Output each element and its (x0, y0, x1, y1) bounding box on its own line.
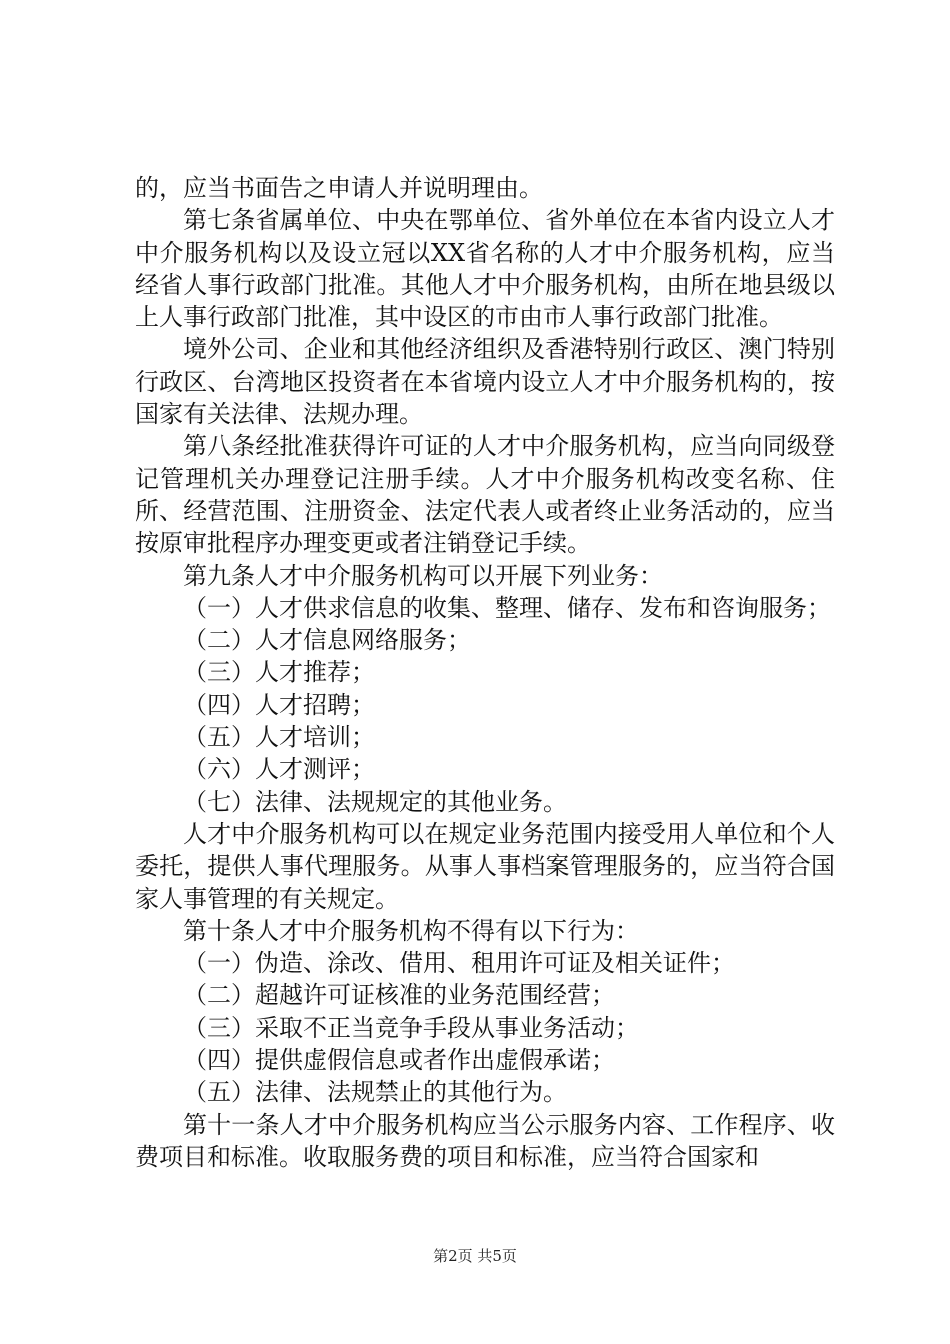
list-item: （六）人才测评； (183, 755, 375, 784)
list-item: （一）伪造、涂改、借用、租用许可证及相关证件； (183, 949, 735, 978)
list-item: （二）超越许可证核准的业务范围经营； (183, 981, 615, 1010)
paragraph: 第七条省属单位、中央在鄂单位、省外单位在本省内设立人才中介服务机构以及设立冠以XX省名称的人才中介服务机构，应当经省人事行政部门批准。其他人才中介服务机构，由所在地县级以上人事行政部门批准，其中设区的市由市人事行政部门批准。 (135, 206, 835, 332)
list-item: （三）采取不正当竞争手段从事业务活动； (183, 1013, 639, 1042)
page-number-footer: 第2页 共5页 (433, 1247, 517, 1265)
paragraph: 第十条人才中介服务机构不得有以下行为： (183, 916, 639, 945)
list-item: （七）法律、法规规定的其他业务。 (183, 787, 567, 816)
list-item: （四）人才招聘； (183, 690, 375, 719)
list-item: （三）人才推荐； (183, 658, 375, 687)
paragraph: 人才中介服务机构可以在规定业务范围内接受用人单位和个人委托，提供人事代理服务。从事人事档案管理服务的，应当符合国家人事管理的有关规定。 (135, 819, 835, 913)
list-item: （四）提供虚假信息或者作出虚假承诺； (183, 1046, 615, 1075)
list-item: （一）人才供求信息的收集、整理、储存、发布和咨询服务； (183, 593, 831, 622)
list-item: （二）人才信息网络服务； (183, 626, 471, 655)
list-item: （五）法律、法规禁止的其他行为。 (183, 1078, 567, 1107)
document-body (135, 172, 835, 1173)
paragraph: 的，应当书面告之申请人并说明理由。 (135, 174, 543, 202)
paragraph: 第九条人才中介服务机构可以开展下列业务： (183, 561, 663, 590)
paragraph: 第十一条人才中介服务机构应当公示服务内容、工作程序、收费项目和标准。收取服务费的项目和标准，应当符合国家和 (135, 1110, 835, 1171)
paragraph: 第八条经批准获得许可证的人才中介服务机构，应当向同级登记管理机关办理登记注册手续。人才中介服务机构改变名称、住所、经营范围、注册资金、法定代表人或者终止业务活动的，应当按原审批程序办理变更或者注销登记手续。 (135, 432, 835, 558)
paragraph: 境外公司、企业和其他经济组织及香港特别行政区、澳门特别行政区、台湾地区投资者在本省境内设立人才中介服务机构的，按国家有关法律、法规办理。 (135, 335, 835, 429)
list-item: （五）人才培训； (183, 723, 375, 752)
